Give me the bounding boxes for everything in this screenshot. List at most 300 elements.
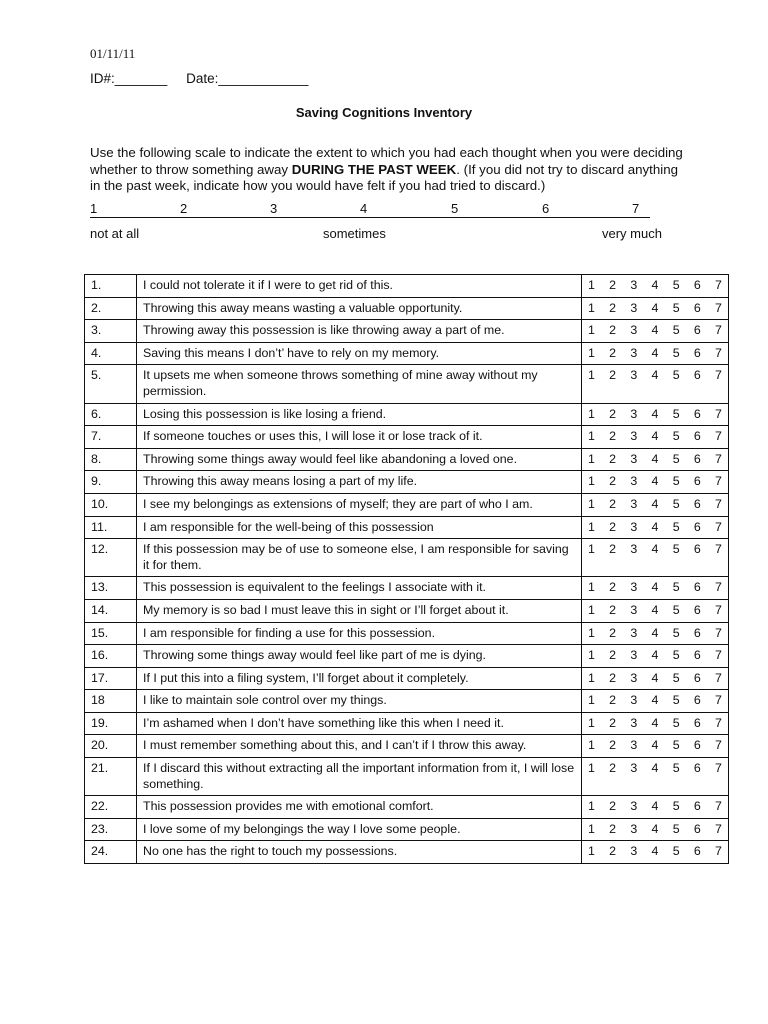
rating-option[interactable]: 2 bbox=[609, 670, 617, 685]
rating-option[interactable]: 6 bbox=[693, 429, 701, 444]
item-number: 24. bbox=[85, 841, 137, 864]
table-row bbox=[85, 275, 729, 298]
item-rating-options bbox=[582, 516, 729, 539]
rating-option-group bbox=[588, 603, 722, 619]
rating-scale bbox=[90, 201, 650, 218]
rating-option[interactable]: 4 bbox=[651, 323, 659, 338]
rating-option[interactable]: 7 bbox=[715, 451, 722, 466]
scale-number: 6 bbox=[542, 201, 550, 216]
rating-option[interactable]: 4 bbox=[651, 474, 659, 489]
rating-option[interactable]: 3 bbox=[630, 821, 638, 836]
item-number: 5. bbox=[85, 365, 137, 403]
rating-option[interactable]: 6 bbox=[693, 300, 701, 315]
item-number: 2. bbox=[85, 297, 137, 320]
rating-option-group bbox=[588, 822, 722, 838]
rating-option[interactable]: 2 bbox=[609, 602, 617, 617]
item-statement: Throwing some things away would feel like part of me is dying. bbox=[137, 645, 582, 668]
rating-option[interactable]: 6 bbox=[693, 519, 701, 534]
rating-option[interactable]: 6 bbox=[693, 602, 701, 617]
rating-option[interactable]: 2 bbox=[609, 300, 617, 315]
rating-option[interactable]: 7 bbox=[715, 406, 722, 421]
rating-option[interactable]: 5 bbox=[672, 738, 680, 753]
rating-option[interactable]: 7 bbox=[715, 368, 722, 383]
scale-number: 2 bbox=[180, 201, 188, 216]
rating-option[interactable]: 2 bbox=[609, 323, 617, 338]
item-statement: If I put this into a filing system, I’ll forget about it completely. bbox=[137, 667, 582, 690]
rating-option[interactable]: 7 bbox=[715, 799, 722, 814]
item-rating-options bbox=[582, 448, 729, 471]
rating-option[interactable]: 6 bbox=[693, 761, 701, 776]
rating-option[interactable]: 1 bbox=[588, 474, 595, 489]
rating-option[interactable]: 3 bbox=[630, 278, 638, 292]
rating-option-group bbox=[588, 520, 722, 536]
rating-option[interactable]: 1 bbox=[588, 738, 595, 753]
rating-option-group bbox=[588, 407, 722, 423]
rating-option[interactable]: 5 bbox=[672, 542, 680, 557]
item-number: 19. bbox=[85, 712, 137, 735]
rating-option[interactable]: 4 bbox=[651, 496, 659, 511]
item-rating-options bbox=[582, 365, 729, 403]
item-statement: I love some of my belongings the way I love some people. bbox=[137, 818, 582, 841]
table-row bbox=[85, 599, 729, 622]
item-statement: I like to maintain sole control over my things. bbox=[137, 690, 582, 713]
rating-option[interactable]: 6 bbox=[693, 715, 701, 730]
rating-option[interactable]: 3 bbox=[630, 602, 638, 617]
table-row bbox=[85, 667, 729, 690]
item-statement: I see my belongings as extensions of myself; they are part of who I am. bbox=[137, 493, 582, 516]
rating-option[interactable]: 2 bbox=[609, 519, 617, 534]
item-rating-options bbox=[582, 403, 729, 426]
rating-option[interactable]: 4 bbox=[651, 406, 659, 421]
rating-option[interactable]: 4 bbox=[651, 648, 659, 663]
rating-option[interactable]: 6 bbox=[693, 844, 701, 859]
rating-option-group bbox=[588, 671, 722, 687]
rating-option[interactable]: 1 bbox=[588, 519, 595, 534]
rating-option[interactable]: 7 bbox=[715, 602, 722, 617]
rating-option[interactable]: 3 bbox=[630, 474, 638, 489]
rating-option[interactable]: 1 bbox=[588, 715, 595, 730]
rating-option[interactable]: 2 bbox=[609, 715, 617, 730]
rating-option[interactable]: 2 bbox=[609, 542, 617, 557]
table-row bbox=[85, 320, 729, 343]
scale-number: 3 bbox=[270, 201, 278, 216]
rating-option[interactable]: 2 bbox=[609, 580, 617, 595]
item-number: 10. bbox=[85, 493, 137, 516]
rating-option[interactable]: 2 bbox=[609, 821, 617, 836]
rating-option[interactable]: 4 bbox=[651, 602, 659, 617]
rating-option[interactable]: 1 bbox=[588, 300, 595, 315]
instructions-text: Use the following scale to indicate the extent to which you had each thought when you were deciding whether to throw something away bbox=[90, 145, 683, 177]
rating-option[interactable]: 2 bbox=[609, 496, 617, 511]
rating-option-group bbox=[588, 368, 722, 384]
rating-option[interactable]: 5 bbox=[672, 278, 680, 292]
rating-option[interactable]: 6 bbox=[693, 799, 701, 814]
item-statement: Throwing this away means wasting a valuable opportunity. bbox=[137, 297, 582, 320]
instructions-emphasis: DURING THE PAST WEEK bbox=[291, 161, 457, 177]
rating-option[interactable]: 4 bbox=[651, 278, 659, 292]
scale-anchor-high: very much bbox=[602, 226, 662, 241]
rating-option[interactable]: 3 bbox=[630, 844, 638, 859]
rating-option[interactable]: 7 bbox=[715, 474, 722, 489]
item-number: 12. bbox=[85, 539, 137, 577]
item-rating-options bbox=[582, 841, 729, 864]
rating-option[interactable]: 1 bbox=[588, 345, 595, 360]
scale-anchor-mid: sometimes bbox=[323, 226, 386, 241]
rating-option[interactable]: 4 bbox=[651, 451, 659, 466]
rating-option-group bbox=[588, 626, 722, 642]
rating-option[interactable]: 4 bbox=[651, 738, 659, 753]
rating-option[interactable]: 2 bbox=[609, 474, 617, 489]
rating-option[interactable]: 6 bbox=[693, 648, 701, 663]
rating-option[interactable]: 6 bbox=[693, 580, 701, 595]
table-row bbox=[85, 297, 729, 320]
rating-option[interactable]: 2 bbox=[609, 799, 617, 814]
item-statement: If this possession may be of use to someone else, I am responsible for saving it for them. bbox=[137, 539, 582, 577]
item-statement: No one has the right to touch my possessions. bbox=[137, 841, 582, 864]
id-date-fields: ID#:_______ Date:____________ bbox=[90, 71, 309, 86]
table-row bbox=[85, 690, 729, 713]
table-row bbox=[85, 471, 729, 494]
rating-option[interactable]: 1 bbox=[588, 406, 595, 421]
instructions bbox=[90, 145, 690, 195]
rating-option-group bbox=[588, 323, 722, 339]
rating-option[interactable]: 5 bbox=[672, 821, 680, 836]
rating-option[interactable]: 4 bbox=[651, 519, 659, 534]
rating-option[interactable]: 7 bbox=[715, 821, 722, 836]
rating-option[interactable]: 3 bbox=[630, 496, 638, 511]
rating-option[interactable]: 4 bbox=[651, 715, 659, 730]
rating-option[interactable]: 3 bbox=[630, 715, 638, 730]
scale-number: 7 bbox=[632, 201, 640, 216]
rating-option[interactable]: 7 bbox=[715, 323, 722, 338]
item-rating-options bbox=[582, 818, 729, 841]
rating-option[interactable]: 4 bbox=[651, 368, 659, 383]
rating-option[interactable]: 5 bbox=[672, 602, 680, 617]
rating-option[interactable]: 6 bbox=[693, 821, 701, 836]
rating-option[interactable]: 4 bbox=[651, 670, 659, 685]
item-number: 16. bbox=[85, 645, 137, 668]
item-statement: Throwing this away means losing a part of my life. bbox=[137, 471, 582, 494]
rating-option[interactable]: 5 bbox=[672, 799, 680, 814]
rating-option[interactable]: 7 bbox=[715, 345, 722, 360]
rating-option[interactable]: 5 bbox=[672, 496, 680, 511]
rating-option[interactable]: 2 bbox=[609, 406, 617, 421]
item-number: 4. bbox=[85, 342, 137, 365]
rating-option[interactable]: 3 bbox=[630, 670, 638, 685]
rating-option[interactable]: 7 bbox=[715, 715, 722, 730]
rating-option[interactable]: 2 bbox=[609, 761, 617, 776]
rating-option[interactable]: 5 bbox=[672, 300, 680, 315]
rating-option-group bbox=[588, 429, 722, 445]
table-row bbox=[85, 735, 729, 758]
scale-number: 5 bbox=[451, 201, 459, 216]
item-statement: If someone touches or uses this, I will lose it or lose track of it. bbox=[137, 426, 582, 449]
item-number: 1. bbox=[85, 275, 137, 298]
rating-option[interactable]: 7 bbox=[715, 542, 722, 557]
rating-option[interactable]: 1 bbox=[588, 496, 595, 511]
rating-option[interactable]: 3 bbox=[630, 542, 638, 557]
rating-option[interactable]: 5 bbox=[672, 429, 680, 444]
rating-option[interactable]: 3 bbox=[630, 580, 638, 595]
rating-option[interactable]: 4 bbox=[651, 345, 659, 360]
rating-option[interactable]: 3 bbox=[630, 345, 638, 360]
item-statement: I’m ashamed when I don’t have something like this when I need it. bbox=[137, 712, 582, 735]
item-statement: Throwing some things away would feel like abandoning a loved one. bbox=[137, 448, 582, 471]
rating-option[interactable]: 3 bbox=[630, 625, 638, 640]
rating-option[interactable]: 3 bbox=[630, 519, 638, 534]
rating-option[interactable]: 1 bbox=[588, 844, 595, 859]
rating-option[interactable]: 4 bbox=[651, 300, 659, 315]
item-number: 14. bbox=[85, 599, 137, 622]
rating-option[interactable]: 6 bbox=[693, 670, 701, 685]
rating-option[interactable]: 6 bbox=[693, 345, 701, 360]
rating-option[interactable]: 2 bbox=[609, 368, 617, 383]
rating-option[interactable]: 6 bbox=[693, 323, 701, 338]
rating-option[interactable]: 6 bbox=[693, 496, 701, 511]
scale-anchor-low: not at all bbox=[90, 226, 140, 241]
rating-option[interactable]: 5 bbox=[672, 715, 680, 730]
item-number: 18 bbox=[85, 690, 137, 713]
rating-option[interactable]: 4 bbox=[651, 580, 659, 595]
rating-option[interactable]: 6 bbox=[693, 474, 701, 489]
rating-option[interactable]: 4 bbox=[651, 693, 659, 708]
items-table bbox=[84, 274, 729, 864]
rating-option[interactable]: 5 bbox=[672, 844, 680, 859]
rating-option-group bbox=[588, 693, 722, 709]
rating-option[interactable]: 2 bbox=[609, 844, 617, 859]
rating-option[interactable]: 2 bbox=[609, 738, 617, 753]
rating-option[interactable]: 1 bbox=[588, 429, 595, 444]
rating-option[interactable]: 5 bbox=[672, 761, 680, 776]
rating-option[interactable]: 2 bbox=[609, 429, 617, 444]
table-row bbox=[85, 516, 729, 539]
rating-option[interactable]: 4 bbox=[651, 799, 659, 814]
item-rating-options bbox=[582, 275, 729, 298]
rating-option-group bbox=[588, 452, 722, 468]
item-statement: It upsets me when someone throws something of mine away without my permission. bbox=[137, 365, 582, 403]
rating-option[interactable]: 5 bbox=[672, 693, 680, 708]
rating-option-group bbox=[588, 301, 722, 317]
item-number: 15. bbox=[85, 622, 137, 645]
item-number: 7. bbox=[85, 426, 137, 449]
rating-option[interactable]: 2 bbox=[609, 648, 617, 663]
rating-option[interactable]: 6 bbox=[693, 368, 701, 383]
rating-option[interactable]: 2 bbox=[609, 625, 617, 640]
item-number: 11. bbox=[85, 516, 137, 539]
rating-option[interactable]: 4 bbox=[651, 844, 659, 859]
rating-option[interactable]: 4 bbox=[651, 761, 659, 776]
item-number: 23. bbox=[85, 818, 137, 841]
rating-option[interactable]: 3 bbox=[630, 368, 638, 383]
rating-option[interactable]: 6 bbox=[693, 693, 701, 708]
item-statement: Saving this means I don’t’ have to rely on my memory. bbox=[137, 342, 582, 365]
table-row bbox=[85, 841, 729, 864]
rating-option[interactable]: 1 bbox=[588, 625, 595, 640]
item-statement: Losing this possession is like losing a friend. bbox=[137, 403, 582, 426]
item-number: 22. bbox=[85, 796, 137, 819]
rating-option[interactable]: 3 bbox=[630, 406, 638, 421]
rating-option[interactable]: 7 bbox=[715, 625, 722, 640]
table-row bbox=[85, 796, 729, 819]
item-number: 9. bbox=[85, 471, 137, 494]
rating-option[interactable]: 3 bbox=[630, 323, 638, 338]
page-title: Saving Cognitions Inventory bbox=[295, 105, 473, 120]
item-statement: If I discard this without extracting all the important information from it, I will lose something. bbox=[137, 758, 582, 796]
rating-option[interactable]: 5 bbox=[672, 648, 680, 663]
rating-option[interactable]: 5 bbox=[672, 670, 680, 685]
item-statement: This possession is equivalent to the feelings I associate with it. bbox=[137, 577, 582, 600]
rating-option[interactable]: 3 bbox=[630, 451, 638, 466]
rating-option[interactable]: 1 bbox=[588, 693, 595, 708]
rating-option[interactable]: 3 bbox=[630, 799, 638, 814]
rating-option[interactable]: 5 bbox=[672, 451, 680, 466]
rating-option[interactable]: 4 bbox=[651, 542, 659, 557]
rating-option[interactable]: 2 bbox=[609, 345, 617, 360]
item-rating-options bbox=[582, 796, 729, 819]
table-row bbox=[85, 818, 729, 841]
table-row bbox=[85, 622, 729, 645]
rating-option[interactable]: 5 bbox=[672, 406, 680, 421]
item-statement: I must remember something about this, and I can’t if I throw this away. bbox=[137, 735, 582, 758]
rating-option-group bbox=[588, 580, 722, 596]
rating-option[interactable]: 7 bbox=[715, 278, 722, 292]
rating-option[interactable]: 6 bbox=[693, 406, 701, 421]
rating-option[interactable]: 6 bbox=[693, 542, 701, 557]
instructions-text-2: . (If you did not try to discard anything in the past week, indicate how you would have felt if you had tried to discard.) bbox=[90, 161, 679, 193]
rating-option[interactable]: 3 bbox=[630, 300, 638, 315]
rating-option[interactable]: 5 bbox=[672, 474, 680, 489]
scale-number: 4 bbox=[360, 201, 368, 216]
table-row bbox=[85, 758, 729, 796]
rating-option[interactable]: 2 bbox=[609, 451, 617, 466]
item-rating-options bbox=[582, 493, 729, 516]
rating-option[interactable]: 7 bbox=[715, 519, 722, 534]
rating-option[interactable]: 1 bbox=[588, 648, 595, 663]
rating-option[interactable]: 1 bbox=[588, 580, 595, 595]
table-row bbox=[85, 342, 729, 365]
rating-option[interactable]: 1 bbox=[588, 542, 595, 557]
rating-option[interactable]: 7 bbox=[715, 496, 722, 511]
rating-option[interactable]: 1 bbox=[588, 323, 595, 338]
rating-option[interactable]: 5 bbox=[672, 323, 680, 338]
rating-option[interactable]: 4 bbox=[651, 821, 659, 836]
rating-option[interactable]: 6 bbox=[693, 278, 701, 292]
item-statement: This possession provides me with emotional comfort. bbox=[137, 796, 582, 819]
item-number: 13. bbox=[85, 577, 137, 600]
rating-option-group bbox=[588, 474, 722, 490]
rating-option[interactable]: 1 bbox=[588, 821, 595, 836]
header-date: 01/11/11 bbox=[90, 46, 136, 61]
item-rating-options bbox=[582, 297, 729, 320]
rating-option[interactable]: 5 bbox=[672, 580, 680, 595]
table-row bbox=[85, 493, 729, 516]
rating-option[interactable]: 6 bbox=[693, 451, 701, 466]
rating-option[interactable]: 4 bbox=[651, 625, 659, 640]
rating-option-group bbox=[588, 799, 722, 815]
rating-option[interactable]: 4 bbox=[651, 429, 659, 444]
rating-option-group bbox=[588, 278, 722, 294]
item-statement: I am responsible for finding a use for this possession. bbox=[137, 622, 582, 645]
rating-option[interactable]: 7 bbox=[715, 580, 722, 595]
item-number: 3. bbox=[85, 320, 137, 343]
rating-option-group bbox=[588, 648, 722, 664]
rating-option[interactable]: 7 bbox=[715, 738, 722, 753]
rating-option[interactable]: 7 bbox=[715, 670, 722, 685]
rating-option[interactable]: 1 bbox=[588, 278, 595, 292]
item-rating-options bbox=[582, 577, 729, 600]
rating-option[interactable]: 6 bbox=[693, 625, 701, 640]
rating-option[interactable]: 7 bbox=[715, 429, 722, 444]
table-row bbox=[85, 403, 729, 426]
rating-option[interactable]: 1 bbox=[588, 451, 595, 466]
rating-option[interactable]: 6 bbox=[693, 738, 701, 753]
rating-option[interactable]: 2 bbox=[609, 693, 617, 708]
rating-option[interactable]: 3 bbox=[630, 738, 638, 753]
rating-option[interactable]: 3 bbox=[630, 761, 638, 776]
rating-option[interactable]: 3 bbox=[630, 648, 638, 663]
item-rating-options bbox=[582, 622, 729, 645]
rating-option[interactable]: 5 bbox=[672, 368, 680, 383]
rating-option[interactable]: 3 bbox=[630, 693, 638, 708]
rating-option[interactable]: 1 bbox=[588, 368, 595, 383]
table-row bbox=[85, 365, 729, 403]
item-statement: I could not tolerate it if I were to get rid of this. bbox=[137, 275, 582, 298]
rating-option-group bbox=[588, 761, 722, 777]
table-row bbox=[85, 426, 729, 449]
rating-option[interactable]: 7 bbox=[715, 648, 722, 663]
rating-option[interactable]: 7 bbox=[715, 844, 722, 859]
item-number: 21. bbox=[85, 758, 137, 796]
rating-option-group bbox=[588, 844, 722, 860]
item-number: 6. bbox=[85, 403, 137, 426]
table-row bbox=[85, 448, 729, 471]
rating-option[interactable]: 5 bbox=[672, 345, 680, 360]
rating-option-group bbox=[588, 738, 722, 754]
item-rating-options bbox=[582, 471, 729, 494]
rating-option[interactable]: 7 bbox=[715, 761, 722, 776]
rating-option[interactable]: 1 bbox=[588, 670, 595, 685]
rating-option[interactable]: 5 bbox=[672, 519, 680, 534]
rating-option-group bbox=[588, 716, 722, 732]
item-number: 17. bbox=[85, 667, 137, 690]
item-rating-options bbox=[582, 667, 729, 690]
table-row bbox=[85, 539, 729, 577]
scale-number: 1 bbox=[90, 201, 98, 216]
rating-option-group bbox=[588, 346, 722, 362]
item-rating-options bbox=[582, 539, 729, 577]
item-statement: My memory is so bad I must leave this in sight or I’ll forget about it. bbox=[137, 599, 582, 622]
rating-option[interactable]: 7 bbox=[715, 300, 722, 315]
rating-option[interactable]: 7 bbox=[715, 693, 722, 708]
item-statement: Throwing away this possession is like throwing away a part of me. bbox=[137, 320, 582, 343]
table-row bbox=[85, 577, 729, 600]
item-rating-options bbox=[582, 342, 729, 365]
item-rating-options bbox=[582, 735, 729, 758]
table-row bbox=[85, 712, 729, 735]
items-table-body bbox=[85, 275, 729, 864]
rating-option[interactable]: 1 bbox=[588, 602, 595, 617]
rating-option[interactable]: 1 bbox=[588, 761, 595, 776]
item-number: 8. bbox=[85, 448, 137, 471]
rating-option[interactable]: 1 bbox=[588, 799, 595, 814]
rating-option-group bbox=[588, 542, 722, 558]
rating-option[interactable]: 2 bbox=[609, 278, 617, 292]
item-rating-options bbox=[582, 426, 729, 449]
item-rating-options bbox=[582, 320, 729, 343]
rating-option[interactable]: 3 bbox=[630, 429, 638, 444]
rating-option[interactable]: 5 bbox=[672, 625, 680, 640]
item-rating-options bbox=[582, 758, 729, 796]
